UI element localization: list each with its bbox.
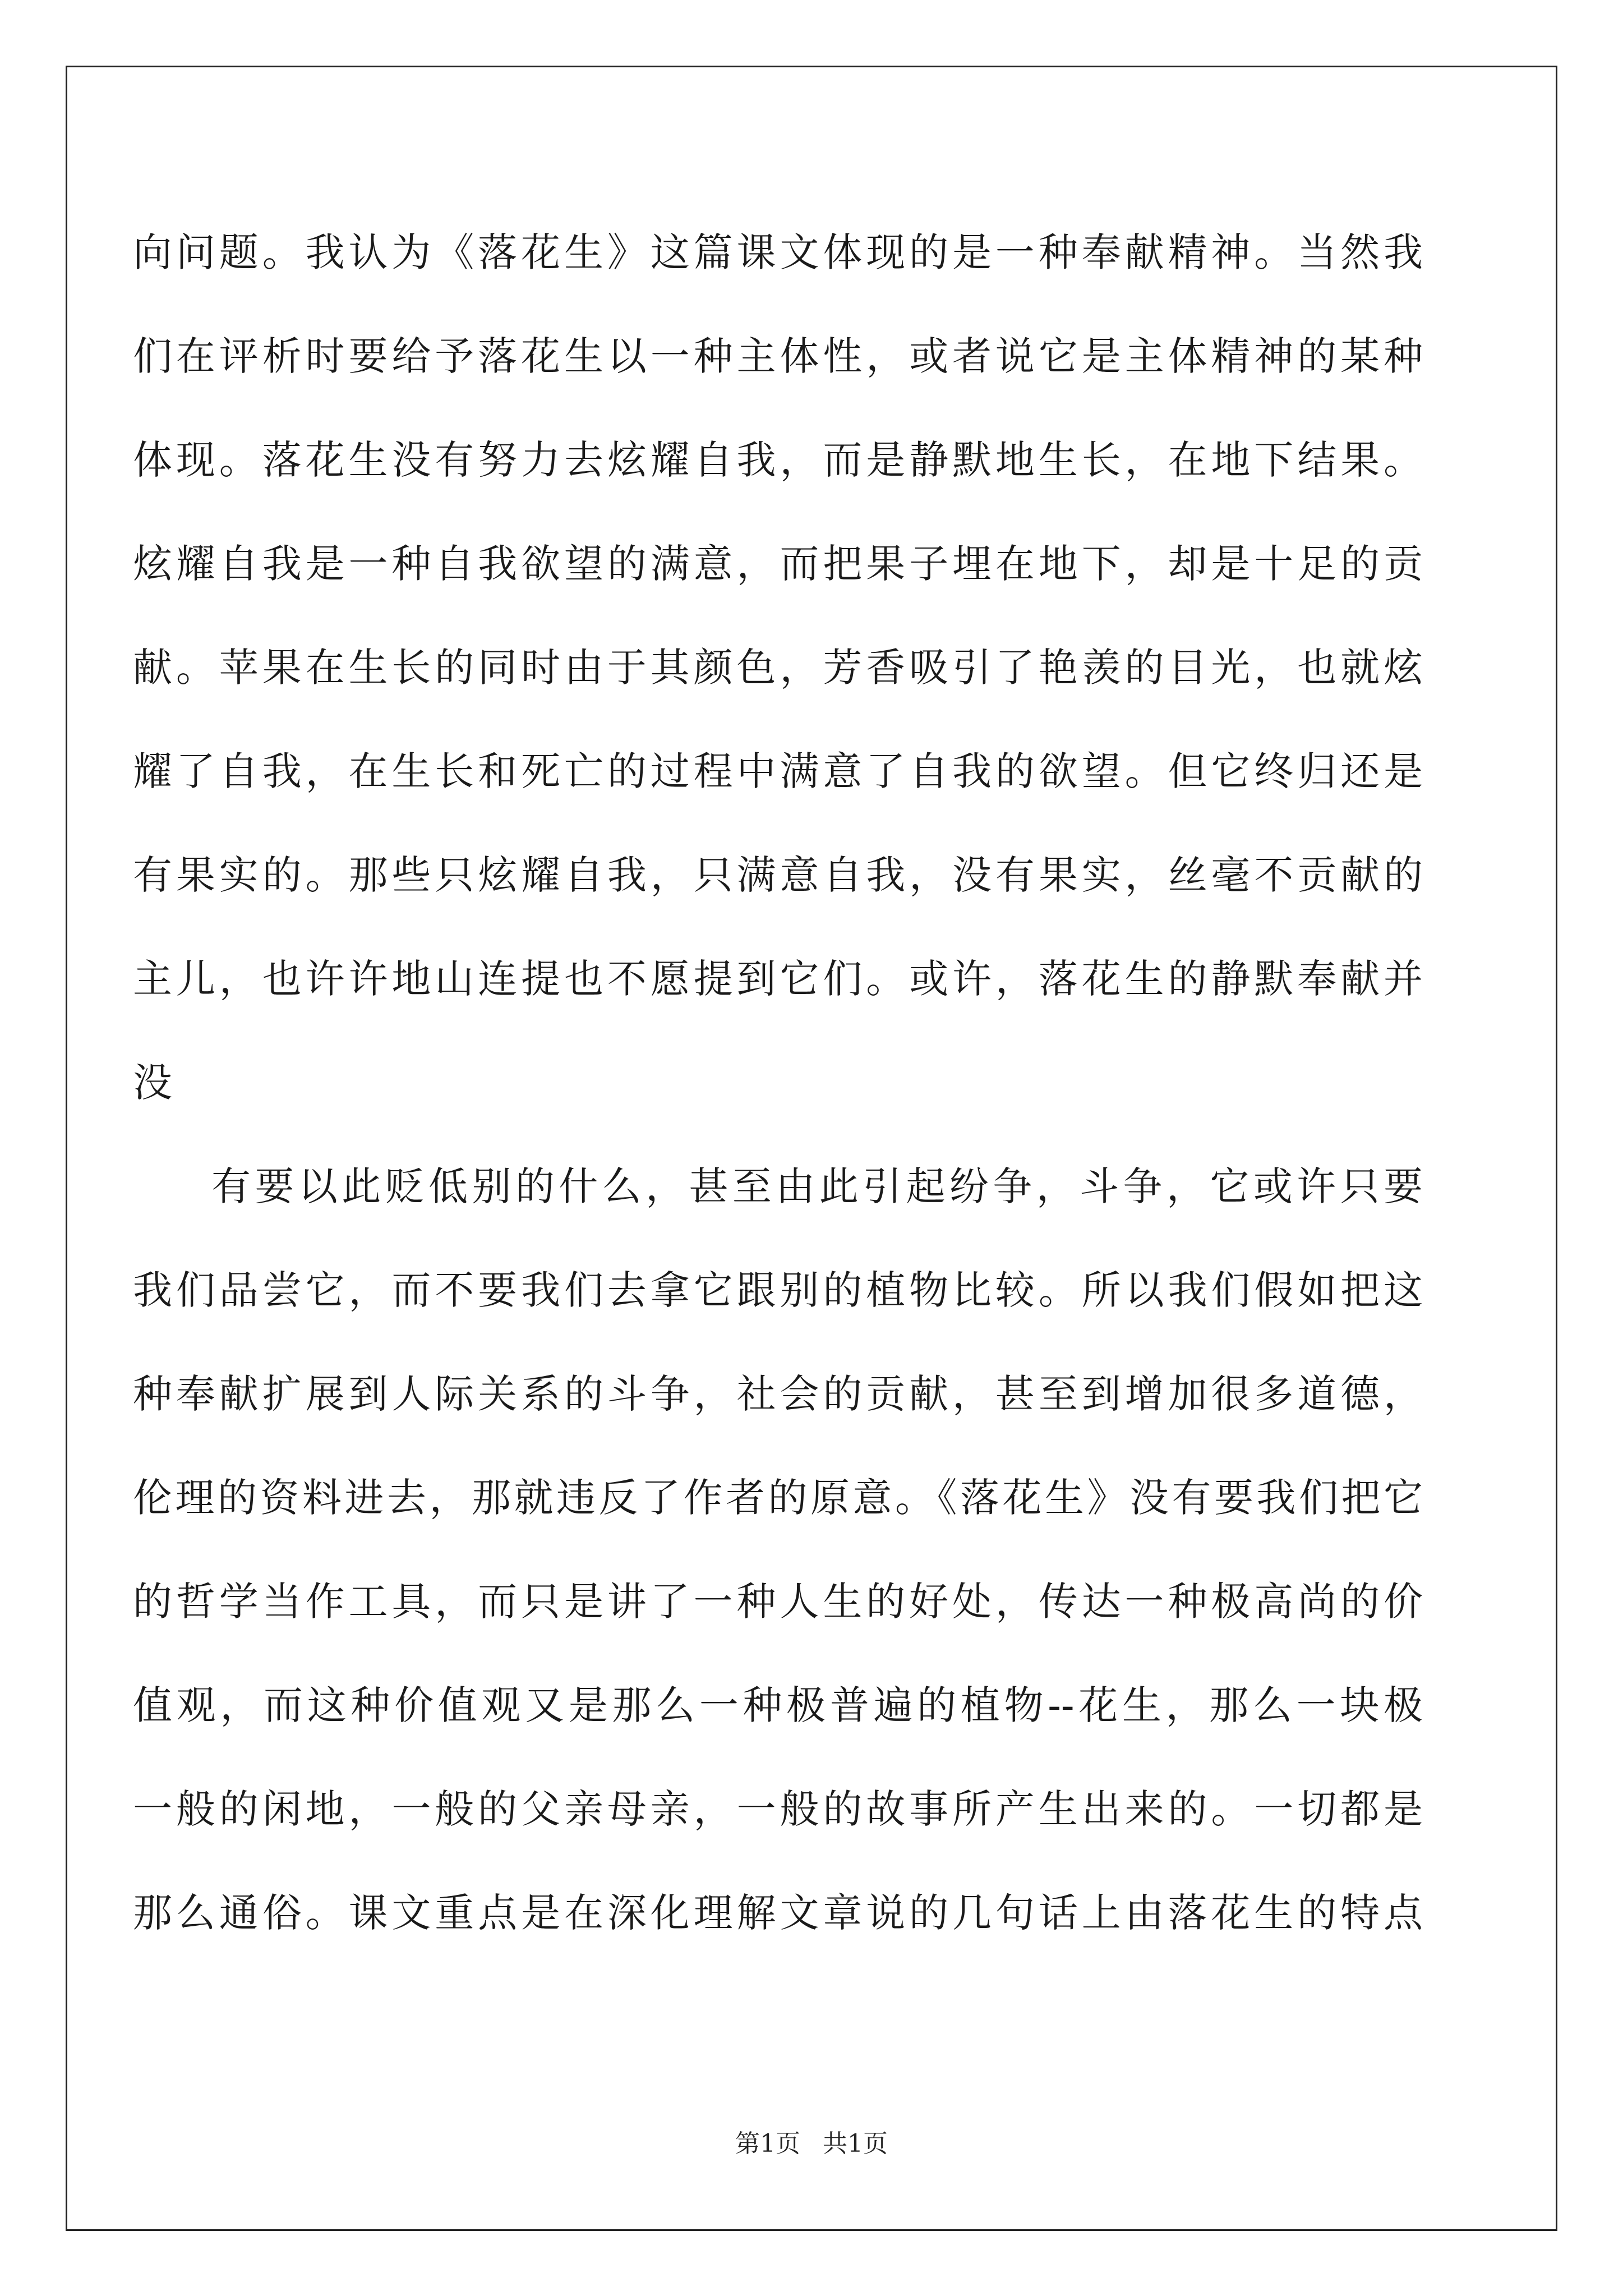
text-line: 的哲学当作工具，而只是讲了一种人生的好处，传达一种极高尚的价 xyxy=(133,1579,1423,1625)
text-line: 没 xyxy=(133,1060,172,1106)
text-line: 炫耀自我是一种自我欲望的满意，而把果子埋在地下，却是十足的贡 xyxy=(133,541,1423,587)
text-line: 那么通俗。课文重点是在深化理解文章说的几句话上由落花生的特点 xyxy=(133,1890,1423,1936)
text-line: 伦理的资料进去，那就违反了作者的原意。《落花生》没有要我们把它 xyxy=(133,1475,1423,1521)
text-line: 有果实的。那些只炫耀自我，只满意自我，没有果实，丝毫不贡献的 xyxy=(133,852,1423,898)
text-line: 我们品尝它，而不要我们去拿它跟别的植物比较。所以我们假如把这 xyxy=(133,1267,1423,1313)
page-total: 共1页 xyxy=(823,2129,888,2158)
page-number: 第1页 xyxy=(735,2129,800,2158)
text-line: 体现。落花生没有努力去炫耀自我，而是静默地生长，在地下结果。 xyxy=(133,437,1423,483)
text-line: 向问题。我认为《落花生》这篇课文体现的是一种奉献精神。当然我 xyxy=(133,229,1423,275)
page-footer xyxy=(0,2127,1623,2161)
text-line: 种奉献扩展到人际关系的斗争，社会的贡献，甚至到增加很多道德， xyxy=(133,1371,1423,1417)
text-line: 一般的闲地，一般的父亲母亲，一般的故事所产生出来的。一切都是 xyxy=(133,1786,1423,1832)
text-line: 们在评析时要给予落花生以一种主体性，或者说它是主体精神的某种 xyxy=(133,333,1423,379)
paragraph-first-line: 有要以此贬低别的什么，甚至由此引起纷争，斗争，它或许只要 xyxy=(211,1163,1423,1209)
text-line: 主儿，也许许地山连提也不愿提到它们。或许，落花生的静默奉献并 xyxy=(133,956,1423,1002)
text-line: 耀了自我，在生长和死亡的过程中满意了自我的欲望。但它终归还是 xyxy=(133,748,1423,794)
text-line: 献。苹果在生长的同时由于其颜色，芳香吸引了艳羡的目光，也就炫 xyxy=(133,645,1423,691)
text-line: 值观，而这种价值观又是那么一种极普遍的植物--花生，那么一块极 xyxy=(133,1682,1423,1728)
